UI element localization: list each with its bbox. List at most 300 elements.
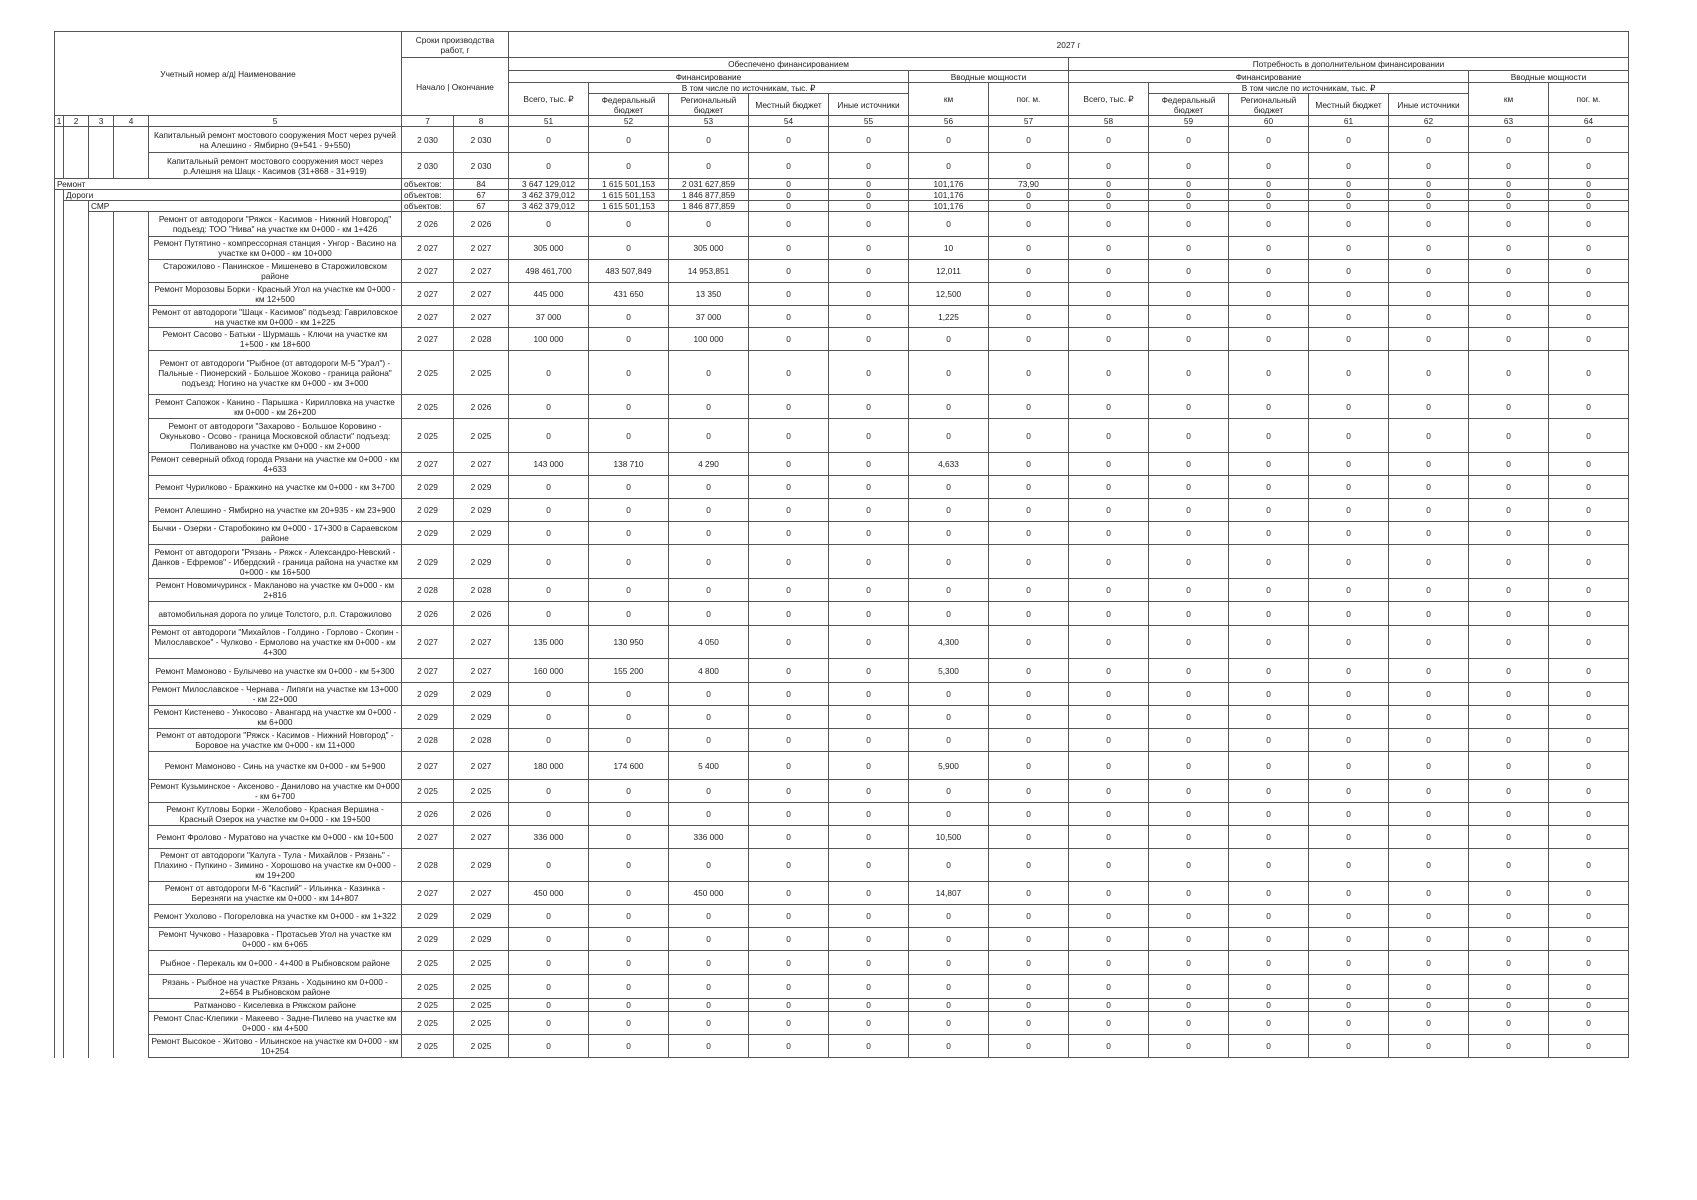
table-row — [55, 626, 1629, 659]
row-value: 0 — [1229, 545, 1309, 579]
row-name: Ремонт Спас-Клепики - Макеево - Задне-Пилево на участке км 0+000 - км 4+500 — [149, 1012, 402, 1035]
row-value: 0 — [829, 395, 909, 419]
indent-cell — [114, 683, 149, 706]
row-value: 0 — [1069, 803, 1149, 826]
row-value: 450 000 — [669, 882, 749, 905]
row-value: 0 — [1549, 683, 1629, 706]
row-value: 0 — [1149, 237, 1229, 260]
row-value: 0 — [749, 579, 829, 602]
row-value: 37 000 — [509, 306, 589, 328]
row-value: 0 — [749, 626, 829, 659]
row-value: 0 — [989, 999, 1069, 1012]
row-start: 2 025 — [402, 419, 454, 453]
row-value: 0 — [1229, 153, 1309, 179]
indent-cell — [55, 1012, 64, 1035]
row-value: 0 — [509, 579, 589, 602]
row-value: 0 — [589, 706, 669, 729]
row-value: 5,300 — [909, 659, 989, 683]
row-value: 0 — [1149, 780, 1229, 803]
row-value: 0 — [509, 351, 589, 395]
row-name: Ремонт Фролово - Муратово на участке км 0+000 - км 10+500 — [149, 826, 402, 849]
objects-count: 67 — [454, 201, 509, 212]
row-value: 0 — [1389, 999, 1469, 1012]
row-value: 0 — [589, 951, 669, 975]
row-value: 0 — [1309, 1012, 1389, 1035]
row-value: 0 — [989, 602, 1069, 626]
row-end: 2 026 — [454, 602, 509, 626]
row-value: 0 — [829, 826, 909, 849]
row-value: 0 — [1309, 579, 1389, 602]
row-value: 0 — [1069, 928, 1149, 951]
row-value: 0 — [1469, 212, 1549, 237]
row-value: 0 — [1149, 905, 1229, 928]
row-value: 0 — [1149, 928, 1229, 951]
indent-cell — [64, 659, 89, 683]
row-name: автомобильная дорога по улице Толстого, р.п. Старожилово — [149, 602, 402, 626]
row-value: 0 — [589, 683, 669, 706]
row-value: 0 — [509, 729, 589, 752]
row-value: 0 — [1549, 752, 1629, 780]
row-value: 0 — [669, 683, 749, 706]
column-number: 5 — [149, 116, 402, 127]
row-start: 2 025 — [402, 975, 454, 999]
row-value: 0 — [1229, 803, 1309, 826]
column-number: 52 — [589, 116, 669, 127]
table-row — [55, 579, 1629, 602]
row-value: 0 — [1469, 260, 1549, 283]
row-value: 0 — [509, 545, 589, 579]
row-value: 0 — [1469, 237, 1549, 260]
row-value: 0 — [829, 499, 909, 522]
group-value: 0 — [1469, 190, 1549, 201]
row-start: 2 027 — [402, 659, 454, 683]
row-value: 0 — [1389, 476, 1469, 499]
row-value: 0 — [1149, 729, 1229, 752]
row-value: 0 — [1149, 602, 1229, 626]
indent-cell — [64, 1012, 89, 1035]
indent-cell — [55, 306, 64, 328]
row-value: 0 — [1149, 683, 1229, 706]
row-value: 0 — [509, 212, 589, 237]
row-value: 0 — [589, 928, 669, 951]
header-financing-need: Финансирование — [1069, 71, 1469, 83]
column-number: 7 — [402, 116, 454, 127]
row-value: 0 — [509, 951, 589, 975]
group-value: 0 — [1389, 179, 1469, 190]
row-value: 0 — [589, 153, 669, 179]
row-value: 0 — [1389, 659, 1469, 683]
header-total-need: Всего, тыс. ₽ — [1069, 83, 1149, 116]
row-value: 0 — [589, 395, 669, 419]
row-value: 0 — [669, 153, 749, 179]
row-name: Ремонт от автодороги "Шацк - Касимов" подъезд: Гавриловское на участке км 0+000 - км 1+225 — [149, 306, 402, 328]
row-value: 0 — [669, 476, 749, 499]
indent-cell — [114, 928, 149, 951]
row-value: 0 — [509, 683, 589, 706]
row-name: Ремонт Милославское - Чернава - Липяги на участке км 13+000 - км 22+000 — [149, 683, 402, 706]
row-value: 0 — [1229, 999, 1309, 1012]
row-end: 2 025 — [454, 975, 509, 999]
indent-cell — [89, 579, 114, 602]
indent-cell — [64, 951, 89, 975]
row-value: 0 — [1469, 826, 1549, 849]
row-value: 0 — [989, 476, 1069, 499]
table-row — [55, 212, 1629, 237]
row-value: 0 — [589, 1012, 669, 1035]
indent-cell — [89, 683, 114, 706]
row-value: 0 — [1469, 706, 1549, 729]
row-value: 0 — [1469, 999, 1549, 1012]
row-value: 0 — [1549, 476, 1629, 499]
group-value: 0 — [829, 190, 909, 201]
row-value: 0 — [1389, 499, 1469, 522]
indent-cell — [64, 127, 89, 153]
row-value: 0 — [589, 780, 669, 803]
row-value: 0 — [669, 212, 749, 237]
row-name: Бычки - Озерки - Старобокино км 0+000 - 17+300 в Сараевском районе — [149, 522, 402, 545]
row-value: 0 — [669, 419, 749, 453]
row-value: 0 — [1229, 928, 1309, 951]
indent-cell — [55, 453, 64, 476]
row-value: 0 — [829, 849, 909, 882]
indent-cell — [89, 999, 114, 1012]
row-value: 0 — [1309, 522, 1389, 545]
row-name: Ремонт от автодороги "Ряжск - Касимов - Нижний Новгород" - Боровое на участке км 0+000 - км 11+000 — [149, 729, 402, 752]
table-row — [55, 752, 1629, 780]
table-row — [55, 780, 1629, 803]
indent-cell — [64, 780, 89, 803]
row-value: 0 — [1309, 476, 1389, 499]
row-value: 0 — [829, 237, 909, 260]
row-value: 0 — [1549, 212, 1629, 237]
row-value: 0 — [1549, 849, 1629, 882]
row-value: 0 — [1469, 849, 1549, 882]
row-value: 0 — [1309, 351, 1389, 395]
row-value: 0 — [1389, 951, 1469, 975]
row-end: 2 027 — [454, 752, 509, 780]
row-value: 0 — [1069, 499, 1149, 522]
row-value: 4 800 — [669, 659, 749, 683]
row-value: 0 — [1549, 780, 1629, 803]
row-value: 0 — [749, 212, 829, 237]
row-value: 0 — [1469, 928, 1549, 951]
row-end: 2 025 — [454, 999, 509, 1012]
row-value: 0 — [1069, 212, 1149, 237]
indent-cell — [55, 626, 64, 659]
column-number: 3 — [89, 116, 114, 127]
header-local-need: Местный бюджет — [1309, 94, 1389, 116]
row-value: 0 — [669, 780, 749, 803]
indent-cell — [114, 975, 149, 999]
row-value: 0 — [1229, 419, 1309, 453]
indent-cell — [89, 882, 114, 905]
row-value: 0 — [829, 626, 909, 659]
row-value: 0 — [909, 905, 989, 928]
row-value: 0 — [589, 476, 669, 499]
row-name: Ремонт Ухолово - Погореловка на участке км 0+000 - км 1+322 — [149, 905, 402, 928]
row-value: 0 — [1069, 306, 1149, 328]
column-number: 64 — [1549, 116, 1629, 127]
row-value: 0 — [1389, 260, 1469, 283]
row-end: 2 029 — [454, 683, 509, 706]
row-value: 5,900 — [909, 752, 989, 780]
row-value: 12,500 — [909, 283, 989, 306]
row-value: 0 — [1069, 237, 1149, 260]
row-value: 0 — [509, 999, 589, 1012]
row-value: 0 — [1389, 237, 1469, 260]
row-end: 2 025 — [454, 419, 509, 453]
row-value: 0 — [1229, 499, 1309, 522]
row-value: 0 — [1389, 706, 1469, 729]
table-row — [55, 706, 1629, 729]
row-end: 2 027 — [454, 260, 509, 283]
row-value: 0 — [1389, 729, 1469, 752]
column-number: 63 — [1469, 116, 1549, 127]
row-value: 0 — [1149, 999, 1229, 1012]
indent-cell — [114, 752, 149, 780]
row-value: 0 — [1389, 975, 1469, 999]
indent-cell — [55, 499, 64, 522]
row-value: 0 — [509, 522, 589, 545]
table-row — [55, 153, 1629, 179]
row-value: 0 — [1389, 683, 1469, 706]
row-value: 0 — [1549, 453, 1629, 476]
table-row — [55, 476, 1629, 499]
row-start: 2 025 — [402, 395, 454, 419]
row-value: 0 — [1229, 905, 1309, 928]
row-value: 0 — [1149, 153, 1229, 179]
table-row — [55, 419, 1629, 453]
row-value: 37 000 — [669, 306, 749, 328]
row-value: 0 — [1549, 826, 1629, 849]
row-value: 0 — [1389, 1035, 1469, 1058]
row-value: 0 — [989, 683, 1069, 706]
row-value: 0 — [989, 849, 1069, 882]
indent-cell — [64, 522, 89, 545]
indent-cell — [64, 602, 89, 626]
header-other-need: Иные источники — [1389, 94, 1469, 116]
table-row — [55, 1035, 1629, 1058]
indent-cell — [89, 1035, 114, 1058]
row-value: 0 — [1149, 826, 1229, 849]
indent-cell — [55, 780, 64, 803]
indent-cell — [64, 826, 89, 849]
row-value: 0 — [989, 453, 1069, 476]
row-value: 0 — [669, 928, 749, 951]
table-row — [55, 999, 1629, 1012]
row-value: 0 — [1309, 999, 1389, 1012]
row-value: 0 — [1389, 928, 1469, 951]
row-value: 0 — [1229, 212, 1309, 237]
row-name: Ремонт северный обход города Рязани на участке км 0+000 - км 4+633 — [149, 453, 402, 476]
row-value: 0 — [1469, 780, 1549, 803]
indent-cell — [114, 849, 149, 882]
row-value: 0 — [989, 153, 1069, 179]
indent-cell — [89, 351, 114, 395]
row-end: 2 027 — [454, 237, 509, 260]
indent-cell — [55, 201, 64, 212]
indent-cell — [64, 849, 89, 882]
row-value: 0 — [749, 882, 829, 905]
table-row — [55, 928, 1629, 951]
group-value: 3 647 129,012 — [509, 179, 589, 190]
table-row — [55, 1012, 1629, 1035]
indent-cell — [64, 1035, 89, 1058]
indent-cell — [114, 706, 149, 729]
row-value: 0 — [669, 999, 749, 1012]
row-value: 0 — [1309, 729, 1389, 752]
row-value: 100 000 — [509, 328, 589, 351]
row-start: 2 027 — [402, 306, 454, 328]
indent-cell — [89, 780, 114, 803]
row-value: 0 — [509, 419, 589, 453]
row-value: 0 — [669, 729, 749, 752]
row-value: 0 — [1549, 127, 1629, 153]
row-value: 0 — [1149, 803, 1229, 826]
row-value: 0 — [1309, 395, 1389, 419]
row-value: 0 — [829, 1012, 909, 1035]
indent-cell — [55, 752, 64, 780]
indent-cell — [64, 545, 89, 579]
table-row — [55, 127, 1629, 153]
row-value: 0 — [1309, 706, 1389, 729]
row-start: 2 030 — [402, 127, 454, 153]
row-value: 0 — [1549, 545, 1629, 579]
row-value: 0 — [989, 905, 1069, 928]
indent-cell — [89, 602, 114, 626]
row-value: 0 — [589, 237, 669, 260]
indent-cell — [89, 849, 114, 882]
group-value: 0 — [1309, 179, 1389, 190]
row-value: 0 — [1389, 849, 1469, 882]
row-value: 0 — [1229, 752, 1309, 780]
indent-cell — [114, 127, 149, 153]
row-value: 0 — [669, 951, 749, 975]
row-value: 0 — [1229, 706, 1309, 729]
row-name: Ратманово - Киселевка в Ряжском районе — [149, 999, 402, 1012]
row-value: 0 — [749, 1035, 829, 1058]
row-value: 0 — [989, 499, 1069, 522]
row-value: 0 — [989, 1012, 1069, 1035]
row-name: Ремонт Кузьминское - Аксеново - Данилово на участке км 0+000 - км 6+700 — [150, 781, 400, 801]
row-value: 0 — [749, 522, 829, 545]
row-end: 2 027 — [454, 283, 509, 306]
row-value: 0 — [589, 579, 669, 602]
indent-cell — [64, 351, 89, 395]
header-capacity-need: Вводные мощности — [1469, 71, 1629, 83]
header-financing-provided: Финансирование — [509, 71, 909, 83]
group-value: 2 031 627,859 — [669, 179, 749, 190]
row-value: 0 — [1549, 1012, 1629, 1035]
indent-cell — [89, 659, 114, 683]
row-value: 130 950 — [589, 626, 669, 659]
row-value: 0 — [1149, 752, 1229, 780]
indent-cell — [89, 395, 114, 419]
indent-cell — [64, 499, 89, 522]
row-name: Ремонт Мамоново - Синь на участке км 0+000 - км 5+900 — [149, 752, 402, 780]
indent-cell — [114, 803, 149, 826]
row-end: 2 025 — [454, 951, 509, 975]
row-end: 2 027 — [454, 453, 509, 476]
row-value: 0 — [589, 545, 669, 579]
row-name: Капитальный ремонт мостового сооружения мост через р.Алешня на Шацк - Касимов (31+868 - 31+919) — [149, 153, 402, 179]
row-value: 0 — [1549, 395, 1629, 419]
table-row — [55, 351, 1629, 395]
header-other-provided: Иные источники — [829, 94, 909, 116]
row-value: 0 — [1149, 975, 1229, 999]
row-value: 0 — [1309, 212, 1389, 237]
row-value: 0 — [1469, 602, 1549, 626]
row-value: 0 — [1469, 1012, 1549, 1035]
row-value: 5 400 — [669, 752, 749, 780]
row-value: 0 — [1389, 579, 1469, 602]
row-start: 2 027 — [402, 626, 454, 659]
row-value: 0 — [1389, 780, 1469, 803]
row-value: 0 — [669, 1035, 749, 1058]
indent-cell — [55, 395, 64, 419]
row-value: 0 — [1229, 476, 1309, 499]
row-value: 0 — [909, 1035, 989, 1058]
row-end: 2 028 — [454, 729, 509, 752]
row-value: 0 — [1389, 803, 1469, 826]
row-value: 0 — [749, 975, 829, 999]
row-start: 2 029 — [402, 476, 454, 499]
row-value: 0 — [909, 212, 989, 237]
row-value: 0 — [1309, 882, 1389, 905]
row-value: 0 — [589, 1035, 669, 1058]
row-value: 0 — [1389, 153, 1469, 179]
row-value: 0 — [1149, 849, 1229, 882]
row-value: 0 — [829, 328, 909, 351]
row-value: 0 — [1389, 283, 1469, 306]
row-start: 2 026 — [402, 602, 454, 626]
row-value: 0 — [1309, 951, 1389, 975]
row-value: 0 — [509, 127, 589, 153]
indent-cell — [55, 659, 64, 683]
row-start: 2 027 — [402, 826, 454, 849]
row-value: 0 — [829, 476, 909, 499]
indent-cell — [114, 729, 149, 752]
row-value: 0 — [1149, 579, 1229, 602]
column-number: 4 — [114, 116, 149, 127]
indent-cell — [89, 260, 114, 283]
row-value: 0 — [1069, 849, 1149, 882]
row-value: 0 — [1309, 237, 1389, 260]
row-value: 0 — [509, 975, 589, 999]
row-start: 2 029 — [402, 499, 454, 522]
row-value: 0 — [989, 579, 1069, 602]
indent-cell — [89, 153, 114, 179]
table-row — [55, 522, 1629, 545]
row-name: Ремонт от автодороги М-6 "Каспий" - Ильинка - Казинка - Березняги на участке км 0+000 - км 14+807 — [149, 882, 402, 905]
row-value: 0 — [669, 499, 749, 522]
group-value: 0 — [829, 179, 909, 190]
row-start: 2 028 — [402, 849, 454, 882]
row-end: 2 028 — [454, 579, 509, 602]
row-value: 0 — [1149, 260, 1229, 283]
row-value: 0 — [1309, 545, 1389, 579]
row-value: 0 — [1229, 579, 1309, 602]
row-value: 0 — [1469, 729, 1549, 752]
row-value: 14,807 — [909, 882, 989, 905]
row-value: 0 — [669, 602, 749, 626]
header-km-provided: км — [909, 83, 989, 116]
row-value: 0 — [1069, 476, 1149, 499]
row-value: 0 — [829, 602, 909, 626]
row-value: 0 — [1549, 260, 1629, 283]
row-value: 431 650 — [589, 283, 669, 306]
row-value: 0 — [1549, 882, 1629, 905]
